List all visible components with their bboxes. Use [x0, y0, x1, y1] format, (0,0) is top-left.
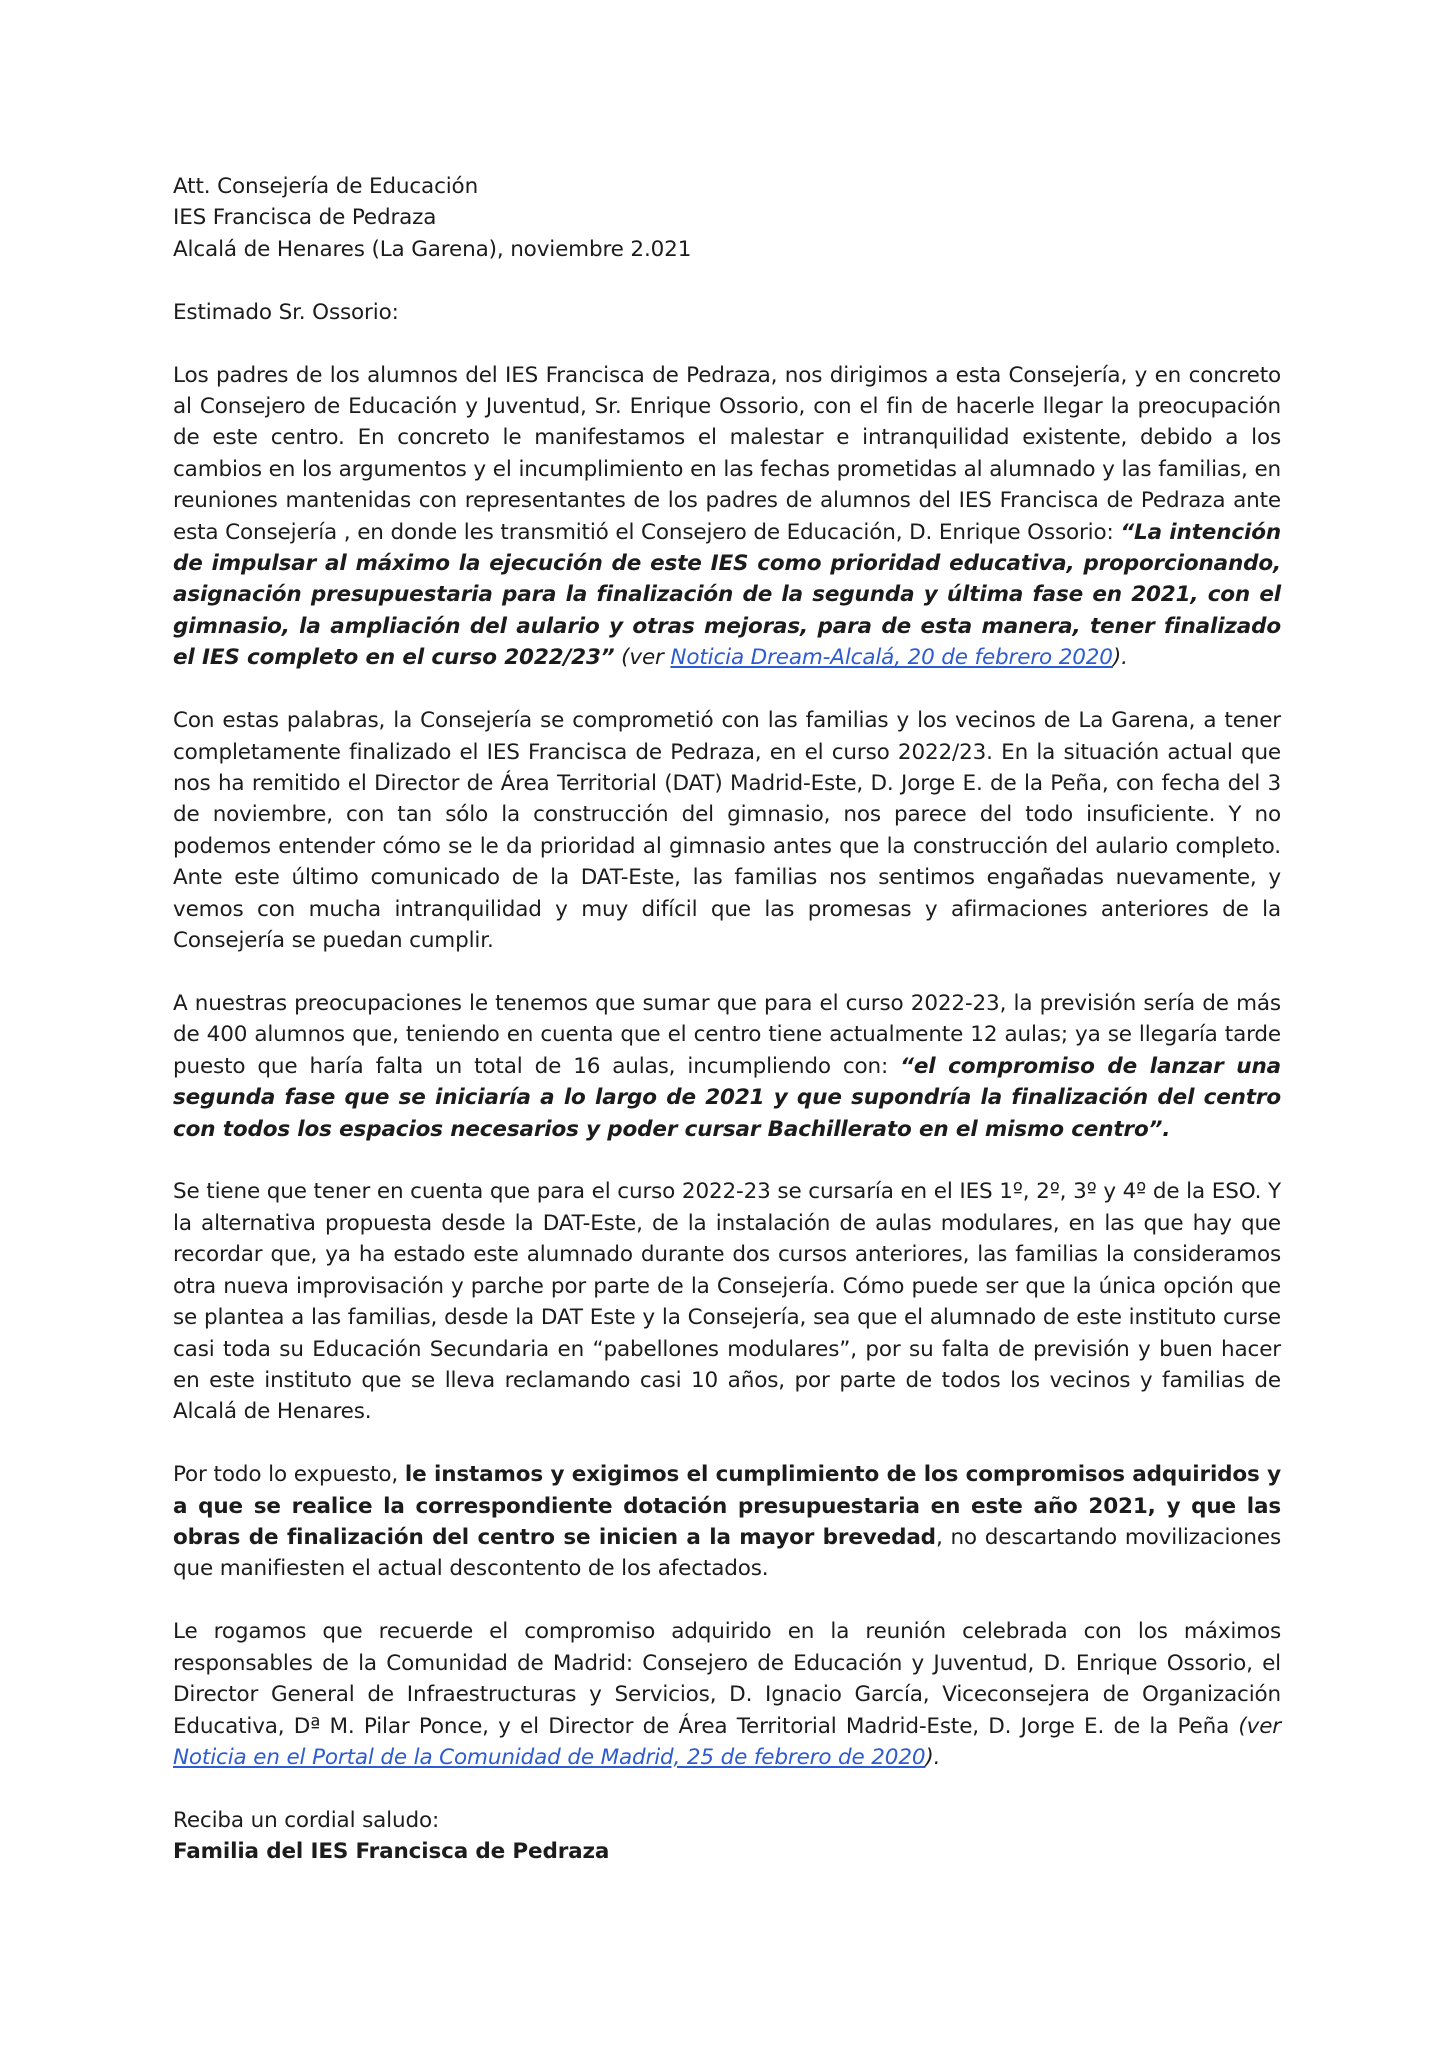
- place-date-line: Alcalá de Henares (La Garena), noviembre 2.021: [173, 236, 692, 262]
- paragraph-6-text: Le rogamos que recuerde el compromiso adquirido en la reunión celebrada con los máximos responsables de la Comunidad de Madrid: Consejero de Educación y Juventud, D. Enrique Ossorio, el Director General de Infraestructuras y Servicios, D. Ignacio García, Viceconsejera de Organización Educativa, Dª M. Pilar Ponce, y el Director de Área Territorial Madrid-Este, D. Jorge E. de la Peña: [173, 1619, 1281, 1739]
- school-line: IES Francisca de Pedraza: [173, 205, 437, 231]
- paragraph-2: Con estas palabras, la Consejería se comprometió con las familias y los vecinos de La Garena, a tener completamente finalizado el IES Francisca de Pedraza, en el curso 2022/23. En la situación actual que nos ha remitido el Director de Área Territorial (DAT) Madrid-Este, D. Jorge E. de la Peña, con fecha del 3 de noviembre, con tan sólo la construcción del gimnasio, nos parece del todo insuficiente. Y no podemos entender cómo se le da prioridad al gimnasio antes que la construcción del aulario completo. Ante este último comunicado de la DAT-Este, las familias nos sentimos engañadas nuevamente, y vemos con mucha intranquilidad y muy difícil que las promesas y afirmaciones anteriores de la Consejería se puedan cumplir.: [173, 708, 1281, 954]
- dream-alcala-news-link[interactable]: Noticia Dream-Alcalá, 20 de febrero 2020: [670, 645, 1113, 671]
- paragraph-6: [173, 1616, 1281, 1773]
- paragraph-1-ver-close: ).: [1112, 645, 1128, 671]
- paragraph-5-rest: , no descartando movilizaciones que manifiesten el actual descontento de los afectados.: [173, 1525, 1281, 1582]
- paragraph-6-ver-close: ).: [925, 1744, 941, 1770]
- paragraph-5: [173, 1459, 1281, 1585]
- paragraph-6-ver-open: (ver: [1238, 1713, 1281, 1739]
- paragraph-3-quote: “el compromiso de lanzar una segunda fase que se iniciaría a lo largo de 2021 y que supondría la finalización del centro con todos los espacios necesarios y poder cursar Bachillerato en el mismo centro”.: [173, 1053, 1281, 1142]
- paragraph-1: [173, 360, 1281, 674]
- comunidad-madrid-news-link[interactable]: Noticia en el Portal de la Comunidad de Madrid, 25 de febrero de 2020: [173, 1744, 926, 1770]
- signature-text: Familia del IES Francisca de Pedraza: [173, 1839, 610, 1865]
- signature: [173, 1836, 1281, 1867]
- paragraph-3: [173, 988, 1281, 1145]
- closing: Reciba un cordial saludo:: [173, 1807, 440, 1833]
- paragraph-1-ver-open: (ver: [614, 645, 671, 671]
- paragraph-3-text: A nuestras preocupaciones le tenemos que sumar que para el curso 2022-23, la previsión sería de más de 400 alumnos que, teniendo en cuenta que el centro tiene actualmente 12 aulas; ya se llegaría tarde puesto que haría falta un total de 16 aulas, incumpliendo con:: [173, 990, 1281, 1079]
- salutation: Estimado Sr. Ossorio:: [173, 299, 399, 325]
- paragraph-5-demand: le instamos y exigimos el cumplimiento de los compromisos adquiridos y a que se realice la correspondiente dotación presupuestaria en este año 2021, y que las obras de finalización del centro se inicien a la mayor brevedad: [173, 1462, 1281, 1551]
- paragraph-5-intro: Por todo lo expuesto,: [173, 1462, 405, 1488]
- paragraph-1-text: Los padres de los alumnos del IES Francisca de Pedraza, nos dirigimos a esta Consejería, y en concreto al Consejero de Educación y Juventud, Sr. Enrique Ossorio, con el fin de hacerle llegar la preocupación de este centro. En concreto le manifestamos el malestar e intranquilidad existente, debido a los cambios en los argumentos y el incumplimiento en las fechas prometidas al alumnado y las familias, en reuniones mantenidas con representantes de los padres de alumnos del IES Francisca de Pedraza ante esta Consejería , en donde les transmitió el Consejero de Educación, D. Enrique Ossorio:: [173, 362, 1281, 545]
- paragraph-4: Se tiene que tener en cuenta que para el curso 2022-23 se cursaría en el IES 1º, 2º, 3º y 4º de la ESO. Y la alternativa propuesta desde la DAT-Este, de la instalación de aulas modulares, en las que hay que recordar que, ya ha estado este alumnado durante dos cursos anteriores, las familias la consideramos otra nueva improvisación y parche por parte de la Consejería. Cómo puede ser que la única opción que se plantea a las familias, desde la DAT Este y la Consejería, sea que el alumnado de este instituto curse casi toda su Educación Secundaria en “pabellones modulares”, por su falta de previsión y buen hacer en este instituto que se lleva reclamando casi 10 años, por parte de todos los vecinos y familias de Alcalá de Henares.: [173, 1179, 1281, 1425]
- recipient-block: [173, 171, 1281, 265]
- letter: [173, 171, 1281, 1868]
- paragraph-1-quote: “La intención de impulsar al máximo la ejecución de este IES como prioridad educativa, proporcionando, asignación presupuestaria para la finalización de la segunda y última fase en 2021, con el gimnasio, la ampliación del aulario y otras mejoras, para de esta manera, tener finalizado el IES completo en el curso 2022/23”: [173, 519, 1281, 671]
- recipient-line: Att. Consejería de Educación: [173, 174, 479, 199]
